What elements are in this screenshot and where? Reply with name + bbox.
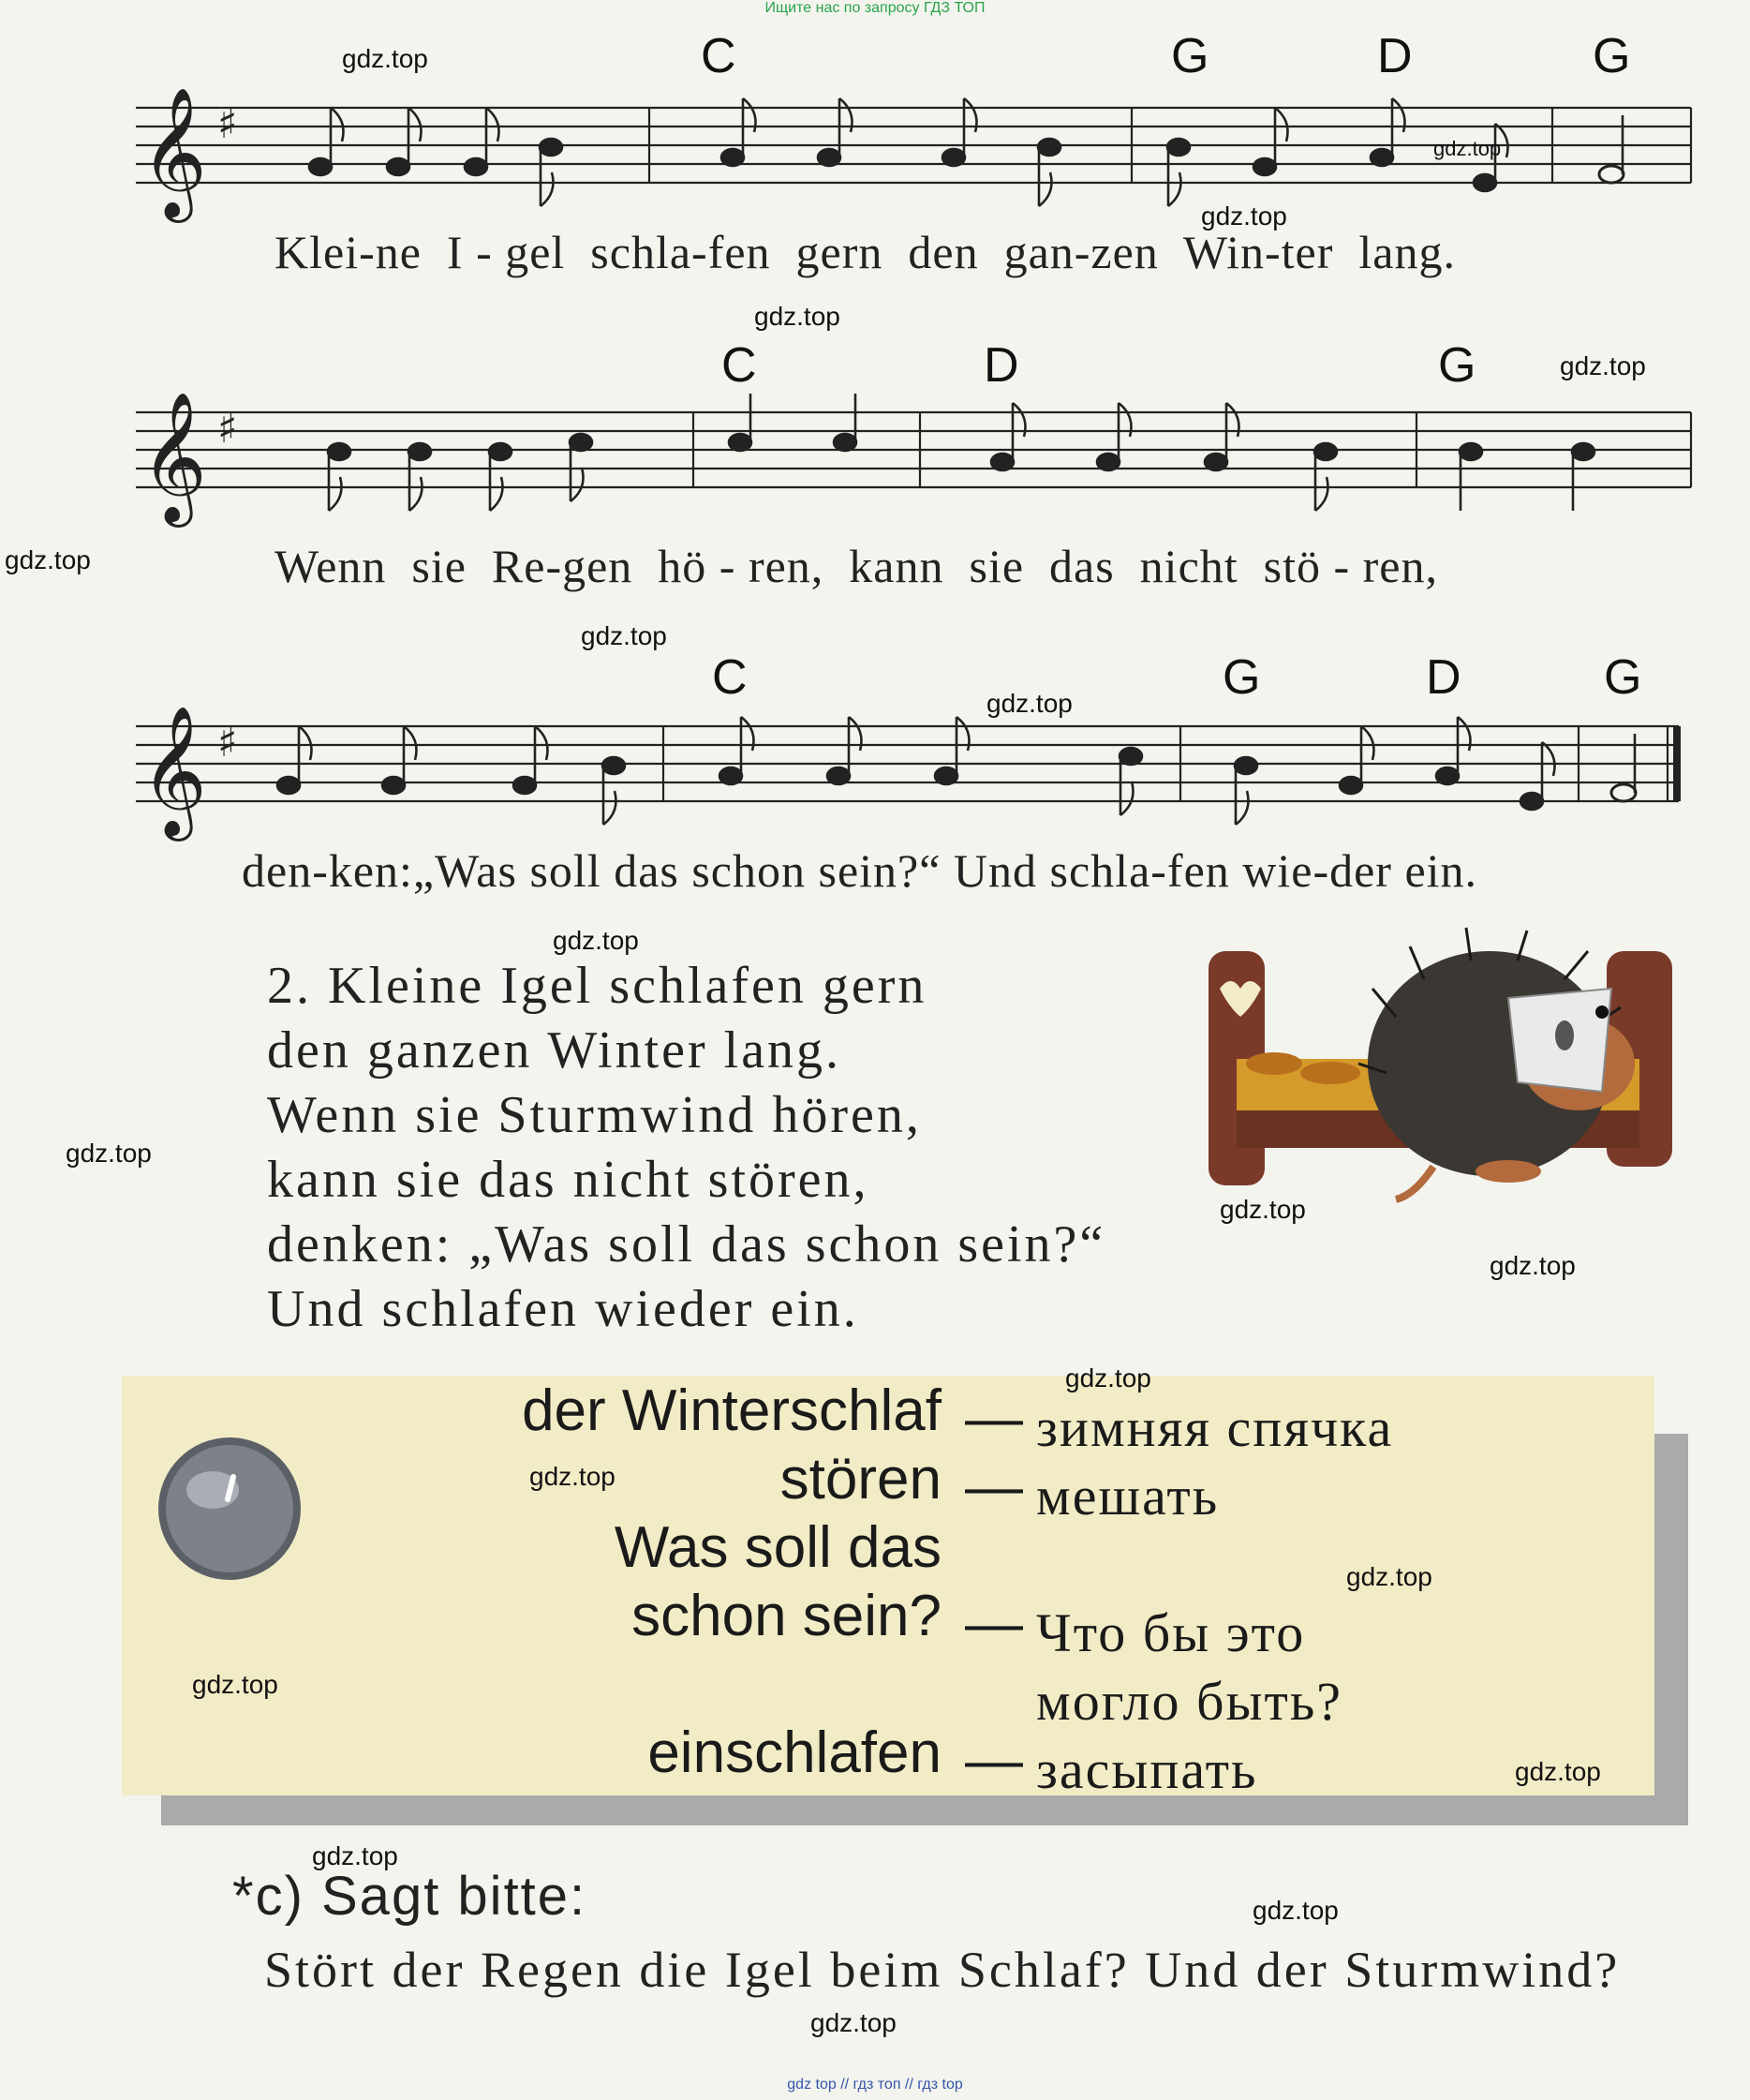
vocab-dash: — (965, 1728, 1023, 1793)
watermark: gdz.top (754, 302, 840, 331)
vocab-de: Was soll das (614, 1515, 942, 1580)
sharp-icon: ♯ (217, 719, 238, 767)
verse-line: den ganzen Winter lang. (267, 1021, 842, 1080)
vocab-dash: — (965, 1591, 1023, 1656)
watermark: gdz.top (1220, 1195, 1306, 1224)
watermark: gdz.top (312, 1841, 398, 1870)
sharp-icon: ♯ (217, 100, 238, 148)
chord-label: G (1438, 338, 1476, 393)
chord-label: G (1223, 650, 1261, 705)
verse-line: Wenn sie Sturmwind hören, (267, 1086, 922, 1144)
task-title: *c) Sagt bitte: (232, 1866, 587, 1927)
task-body: Stört der Regen die Igel beim Schlaf? Und der Sturmwind? (264, 1942, 1621, 1998)
watermark: gdz.top (1515, 1757, 1601, 1786)
verse-line: kann sie das nicht stören, (267, 1151, 869, 1209)
watermark: gdz.top (342, 44, 428, 73)
watermark: gdz.top (1560, 351, 1646, 380)
lyrics-line-1: Klei-ne I - gel schla-fen gern den gan-zen Win-ter lang. (274, 226, 1456, 278)
lyrics-line-2: Wenn sie Re-gen hö - ren, kann sie das nicht stö - ren, (274, 540, 1439, 592)
watermark: gdz.top (1253, 1896, 1339, 1925)
treble-clef-icon: 𝄞 (141, 89, 207, 217)
chord-label: D (1426, 650, 1461, 705)
verse-line: Und schlafen wieder ein. (267, 1280, 859, 1338)
chord-label: G (1171, 29, 1209, 83)
verse-2 (267, 954, 1105, 1342)
watermark: gdz.top (1433, 137, 1502, 160)
chord-label: C (721, 338, 757, 393)
vocab-ru: зимняя спячка (1036, 1397, 1394, 1458)
watermark: gdz.top (581, 621, 667, 650)
watermark: gdz.top (192, 1670, 278, 1699)
watermark: gdz.top (1065, 1363, 1151, 1393)
sharp-icon: ♯ (217, 405, 238, 453)
verse-line: 2. Kleine Igel schlafen gern (267, 957, 927, 1015)
hedgehog-in-bed-illustration (1209, 923, 1686, 1204)
chord-label: D (984, 338, 1019, 393)
watermark: gdz.top (5, 545, 91, 574)
chord-label: D (1377, 29, 1413, 83)
verse-line: denken: „Was soll das schon sein?“ (267, 1215, 1106, 1273)
vocab-ru: мешать (1036, 1466, 1220, 1527)
vocab-de: stören (779, 1447, 942, 1512)
watermark: gdz.top (553, 926, 639, 955)
lyrics-line-3: den-ken:„Was soll das schon sein?“ Und schla-fen wie-der ein. (242, 844, 1478, 897)
music-staff-2 (122, 394, 1696, 534)
vocab-de: einschlafen (647, 1720, 942, 1785)
chord-label: G (1593, 29, 1631, 83)
watermark: gdz.top (810, 2008, 897, 2037)
pushpin-icon (155, 1434, 304, 1584)
header-note: Ищите нас по запросу ГДЗ ТОП (764, 0, 986, 16)
vocab-ru: Что бы это (1036, 1602, 1306, 1663)
vocab-ru: засыпать (1036, 1739, 1258, 1800)
watermark: gdz.top (1490, 1251, 1576, 1280)
vocab-ru: могло быть? (1036, 1671, 1343, 1732)
chord-label: C (701, 29, 736, 83)
watermark: gdz.top (1201, 201, 1287, 231)
music-staff-3 (122, 707, 1696, 848)
vocab-de: der Winterschlaf (522, 1378, 942, 1443)
vocab-de: schon sein? (631, 1584, 942, 1648)
vocab-dash: — (965, 1386, 1023, 1451)
treble-clef-icon: 𝄞 (141, 394, 207, 522)
chord-label: G (1604, 650, 1642, 705)
watermark: gdz.top (986, 689, 1073, 718)
watermark: gdz.top (1346, 1562, 1432, 1591)
watermark: gdz.top (66, 1139, 152, 1168)
treble-clef-icon: 𝄞 (141, 707, 207, 836)
vocab-dash: — (965, 1454, 1023, 1519)
watermark: gdz.top (529, 1462, 615, 1491)
chord-label: C (712, 650, 748, 705)
footer-note: gdz top // гдз топ // гдз top (787, 2077, 963, 2093)
